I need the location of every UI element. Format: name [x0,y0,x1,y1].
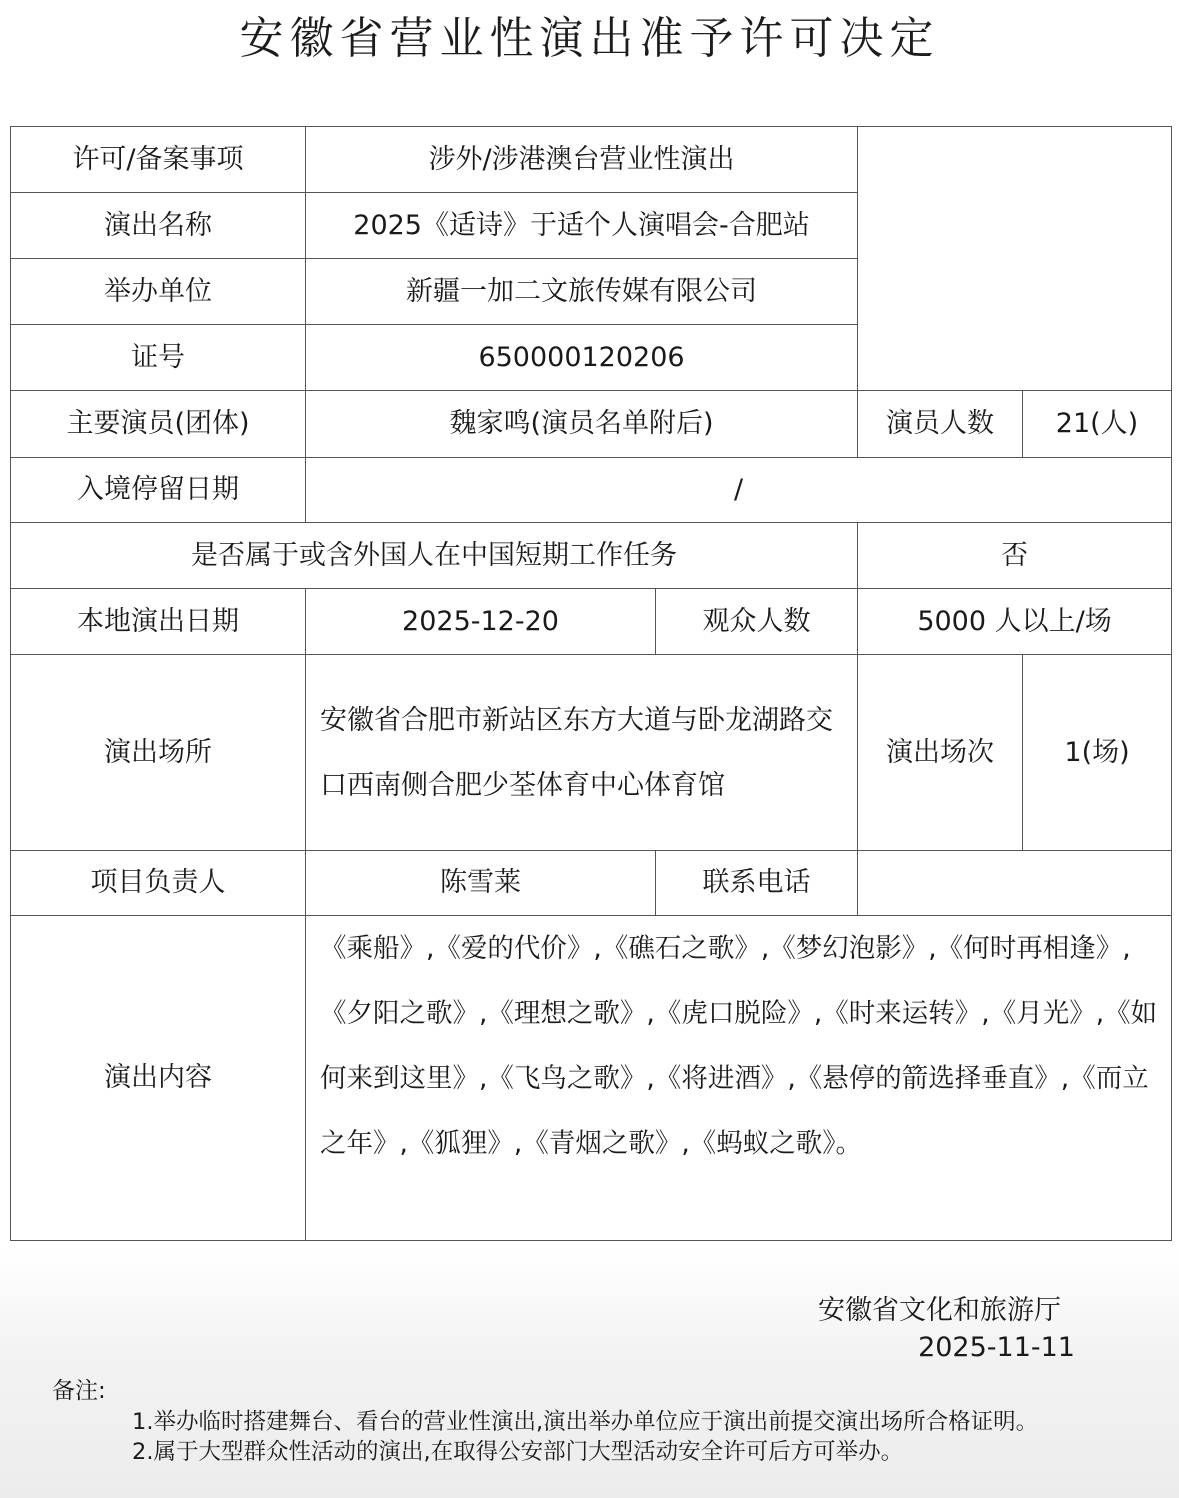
performer-label: 主要演员(团体) [11,391,306,458]
cert-label: 证号 [11,325,306,391]
entry-value: / [306,458,1172,523]
issue-date: 2025-11-11 [918,1332,1075,1363]
sessions-value: 1(场) [1023,655,1172,851]
name-label: 演出名称 [11,193,306,259]
performer-count-value: 21(人) [1023,391,1172,458]
manager-value: 陈雪莱 [306,851,656,916]
foreign-value: 否 [858,523,1172,589]
sessions-label: 演出场次 [858,655,1023,851]
organizer-label: 举办单位 [11,259,306,325]
cert-value: 650000120206 [306,325,858,391]
organizer-value: 新疆一加二文旅传媒有限公司 [306,259,858,325]
content-value: 《乘船》,《爱的代价》,《礁石之歌》,《梦幻泡影》,《何时再相逢》,《夕阳之歌》,《理想之歌》,《虎口脱险》,《时来运转》,《月光》,《如何来到这里》,《飞鸟之歌》,《将进酒》,《悬停的箭选择垂直》,《而立之年》,《狐狸》,《青烟之歌》,《蚂蚁之歌》。 [306,916,1172,1241]
issuer: 安徽省文化和旅游厅 [818,1295,1061,1326]
permit-table [10,126,1172,1241]
date-label: 本地演出日期 [11,589,306,655]
foreign-label: 是否属于或含外国人在中国短期工作任务 [11,523,858,589]
document-title: 安徽省营业性演出准予许可决定 [239,13,940,64]
venue-label: 演出场所 [11,655,306,851]
venue-value: 安徽省合肥市新站区东方大道与卧龙湖路交口西南侧合肥少荃体育中心体育馆 [306,655,858,851]
name-value: 2025《适诗》于适个人演唱会-合肥站 [306,193,858,259]
audience-value: 5000 人以上/场 [858,589,1172,655]
note-1: 1.举办临时搭建舞台、看台的营业性演出,演出举办单位应于演出前提交演出场所合格证明。 [132,1409,1039,1435]
phone-label: 联系电话 [656,851,858,916]
performer-value: 魏家鸣(演员名单附后) [306,391,858,458]
note-2: 2.属于大型群众性活动的演出,在取得公安部门大型活动安全许可后方可举办。 [132,1439,904,1465]
performer-count-label: 演员人数 [858,391,1023,458]
item-value: 涉外/涉港澳台营业性演出 [306,127,858,193]
item-label: 许可/备案事项 [11,127,306,193]
manager-label: 项目负责人 [11,851,306,916]
date-value: 2025-12-20 [306,589,656,655]
entry-label: 入境停留日期 [11,458,306,523]
note-label: 备注: [52,1378,106,1404]
content-label: 演出内容 [11,916,306,1241]
audience-label: 观众人数 [656,589,858,655]
phone-value [858,851,1172,916]
blank-cell [858,127,1172,391]
